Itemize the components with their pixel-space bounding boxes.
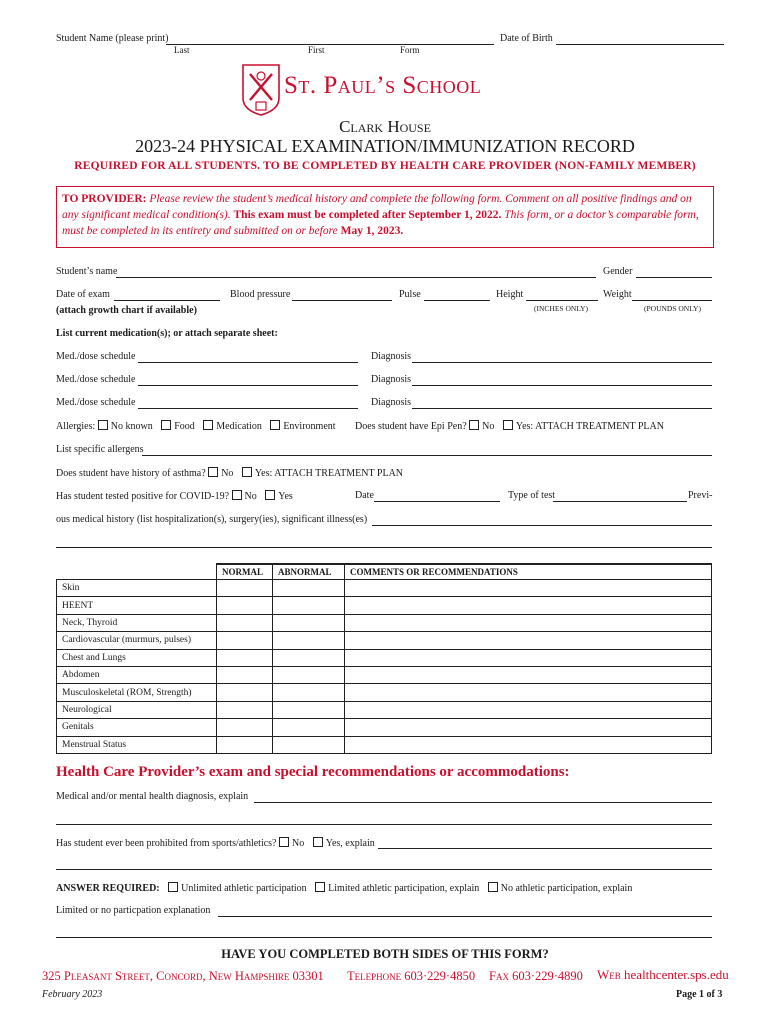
diagnosis-label: Diagnosis <box>371 397 411 408</box>
covid-date-label: Date <box>355 490 374 501</box>
asthma-no-label: No <box>221 468 234 479</box>
pulse-field[interactable] <box>424 300 490 301</box>
row-label: Skin <box>57 580 217 597</box>
footer-web-label: Web <box>597 967 621 982</box>
allergens-label: List specific allergens <box>56 444 144 455</box>
normal-cell[interactable] <box>217 580 273 597</box>
blood-pressure-field[interactable] <box>292 300 392 301</box>
abnormal-cell[interactable] <box>273 666 345 683</box>
allergies-label: Allergies: <box>56 421 96 432</box>
food-label: Food <box>174 421 195 432</box>
table-row <box>57 649 712 666</box>
med-dose-label: Med./dose schedule <box>56 374 136 385</box>
diagnosis-explain-label: Medical and/or mental health diagnosis, explain <box>56 791 249 802</box>
diagnosis-field[interactable] <box>412 362 712 363</box>
page-title: 2023-24 PHYSICAL EXAMINATION/IMMUNIZATION RECORD <box>135 136 635 156</box>
previ-label: Previ- <box>688 490 713 501</box>
header-abnormal: ABNORMAL <box>273 564 345 580</box>
provider-notice <box>56 186 714 248</box>
subtitle: REQUIRED FOR ALL STUDENTS. TO BE COMPLETED BY HEALTH CARE PROVIDER (NON-FAMILY MEMBER) <box>74 160 696 172</box>
epi-yes-label: Yes: ATTACH TREATMENT PLAN <box>515 421 664 432</box>
normal-cell[interactable] <box>217 597 273 614</box>
epi-no-checkbox[interactable] <box>469 420 479 430</box>
school-name: St. Paul’s School <box>284 72 482 99</box>
prev-history-field-2[interactable] <box>56 547 712 548</box>
footer-date: February 2023 <box>42 989 103 1000</box>
abnormal-cell[interactable] <box>273 684 345 701</box>
asthma-yes-checkbox[interactable] <box>242 467 252 477</box>
comments-cell[interactable] <box>345 736 712 753</box>
comments-cell[interactable] <box>345 614 712 631</box>
row-label: Chest and Lungs <box>57 649 217 666</box>
prohibited-no-checkbox[interactable] <box>279 837 289 847</box>
abnormal-cell[interactable] <box>273 719 345 736</box>
footer-telephone: Telephone 603·229·4850 <box>347 969 476 983</box>
prohibited-row <box>56 837 375 849</box>
unlimited-checkbox[interactable] <box>168 882 178 892</box>
asthma-label: Does student have history of asthma? <box>56 468 206 479</box>
normal-cell[interactable] <box>217 736 273 753</box>
row-label: HEENT <box>57 597 217 614</box>
no-known-label: No known <box>110 421 153 432</box>
students-name-label: Student’s name <box>56 266 118 277</box>
abnormal-cell[interactable] <box>273 649 345 666</box>
notice-bold-2: May 1, 2023. <box>340 225 404 237</box>
diagnosis-explain-field[interactable] <box>254 802 712 803</box>
comments-cell[interactable] <box>345 597 712 614</box>
no-participation-label: No athletic participation, explain <box>500 883 633 894</box>
student-name-label: Student Name (please print) <box>56 33 169 44</box>
exam-date-label: Date of exam <box>56 289 110 300</box>
student-name-field[interactable] <box>166 44 494 45</box>
prohibited-explain-field-2[interactable] <box>56 869 712 870</box>
table-corner <box>57 564 217 580</box>
prev-history-field[interactable] <box>372 525 712 526</box>
covid-yes-checkbox[interactable] <box>265 490 275 500</box>
abnormal-cell[interactable] <box>273 632 345 649</box>
sub-first: First <box>308 45 325 55</box>
limited-label: Limited athletic participation, explain <box>328 883 480 894</box>
no-participation-checkbox[interactable] <box>488 882 498 892</box>
asthma-yes-label: Yes: ATTACH TREATMENT PLAN <box>254 468 404 479</box>
prohibited-explain-field[interactable] <box>378 848 712 849</box>
table-row <box>57 736 712 753</box>
row-label: Cardiovascular (murmurs, pulses) <box>57 632 217 649</box>
allergies-row <box>56 420 342 432</box>
med-dose-field[interactable] <box>138 385 358 386</box>
limited-explain-field-2[interactable] <box>56 937 712 938</box>
growth-chart-note: (attach growth chart if available) <box>56 305 197 316</box>
blood-pressure-label: Blood pressure <box>230 289 291 300</box>
sub-form: Form <box>400 45 420 55</box>
abnormal-cell[interactable] <box>273 597 345 614</box>
no-known-checkbox[interactable] <box>98 420 108 430</box>
table-row <box>57 597 712 614</box>
normal-cell[interactable] <box>217 649 273 666</box>
limited-checkbox[interactable] <box>315 882 325 892</box>
gender-field[interactable] <box>636 277 712 278</box>
diagnosis-label: Diagnosis <box>371 351 411 362</box>
comments-cell[interactable] <box>345 666 712 683</box>
medications-heading: List current medication(s); or attach separate sheet: <box>56 328 278 339</box>
gender-label: Gender <box>603 266 633 277</box>
limited-explain-label: Limited or no particpation explanation <box>56 905 211 916</box>
row-label: Neck, Thyroid <box>57 614 217 631</box>
abnormal-cell[interactable] <box>273 614 345 631</box>
weight-field[interactable] <box>632 300 712 301</box>
prohibited-no-label: No <box>292 838 305 849</box>
pounds-only-note: (POUNDS ONLY) <box>644 304 701 313</box>
pulse-label: Pulse <box>399 289 421 300</box>
epi-pen-row <box>355 420 670 432</box>
covid-yes-label: Yes <box>278 491 293 502</box>
notice-italic-1: Please review the student’s medical history and complete the following form. Comment on all positive findings and on any significant medical condition(s). <box>62 193 692 221</box>
prohibited-label: Has student ever been prohibited from sports/athletics? <box>56 838 277 849</box>
comments-cell[interactable] <box>345 684 712 701</box>
abnormal-cell[interactable] <box>273 736 345 753</box>
epi-pen-label: Does student have Epi Pen? <box>355 421 467 432</box>
med-dose-field[interactable] <box>138 408 358 409</box>
inches-only-note: (INCHES ONLY) <box>534 304 589 313</box>
row-label: Genitals <box>57 719 217 736</box>
notice-italic-2: This form, or a doctor’s comparable form, must be completed in its entirety and submitted on or before <box>62 209 699 237</box>
sub-last: Last <box>174 45 190 55</box>
footer-web-row <box>597 967 729 983</box>
height-label: Height <box>496 289 524 300</box>
comments-cell[interactable] <box>345 580 712 597</box>
footer-fax: Fax 603·229·4890 <box>489 969 583 983</box>
epi-no-label: No <box>482 421 495 432</box>
normal-cell[interactable] <box>217 666 273 683</box>
asthma-no-checkbox[interactable] <box>208 467 218 477</box>
comments-cell[interactable] <box>345 632 712 649</box>
covid-row <box>56 490 299 502</box>
normal-cell[interactable] <box>217 719 273 736</box>
med-dose-label: Med./dose schedule <box>56 351 136 362</box>
unlimited-label: Unlimited athletic participation <box>181 883 307 894</box>
covid-date-field[interactable] <box>374 501 500 502</box>
table-row <box>57 632 712 649</box>
test-type-label: Type of test <box>508 490 556 501</box>
row-label: Menstrual Status <box>57 736 217 753</box>
footer-page: Page 1 of 3 <box>676 989 723 1000</box>
dob-field[interactable] <box>556 44 724 45</box>
footer-web-link[interactable]: healthcenter.sps.edu <box>624 967 729 982</box>
provider-heading: Health Care Provider’s exam and special recommendations or accommodations: <box>56 764 570 780</box>
medication-label: Medication <box>216 421 262 432</box>
table-row <box>57 614 712 631</box>
covid-no-label: No <box>244 491 257 502</box>
food-checkbox[interactable] <box>161 420 171 430</box>
table-row <box>57 684 712 701</box>
prev-history-label: ous medical history (list hospitalization(s), surgery(ies), significant illness(es) <box>56 514 368 525</box>
abnormal-cell[interactable] <box>273 580 345 597</box>
med-dose-label: Med./dose schedule <box>56 397 136 408</box>
limited-explain-field[interactable] <box>218 916 712 917</box>
environment-label: Environment <box>283 421 336 432</box>
row-label: Abdomen <box>57 666 217 683</box>
allergens-field[interactable] <box>142 455 712 456</box>
comments-cell[interactable] <box>345 649 712 666</box>
header-comments: COMMENTS OR RECOMMENDATIONS <box>345 564 712 580</box>
epi-yes-checkbox[interactable] <box>503 420 513 430</box>
students-name-field[interactable] <box>116 277 596 278</box>
table-row <box>57 719 712 736</box>
notice-lead: TO PROVIDER: <box>62 193 147 205</box>
dob-label: Date of Birth <box>500 33 553 44</box>
medication-checkbox[interactable] <box>203 420 213 430</box>
abnormal-cell[interactable] <box>273 701 345 718</box>
normal-cell[interactable] <box>217 684 273 701</box>
answer-required-row <box>56 882 638 894</box>
weight-label: Weight <box>603 289 632 300</box>
prohibited-yes-checkbox[interactable] <box>313 837 323 847</box>
header-normal: NORMAL <box>217 564 273 580</box>
covid-no-checkbox[interactable] <box>232 490 242 500</box>
normal-cell[interactable] <box>217 701 273 718</box>
comments-cell[interactable] <box>345 701 712 718</box>
house-name: Clark House <box>339 117 431 136</box>
exam-table <box>56 563 712 754</box>
environment-checkbox[interactable] <box>270 420 280 430</box>
table-row <box>57 701 712 718</box>
exam-date-field[interactable] <box>114 300 220 301</box>
test-type-field[interactable] <box>553 501 687 502</box>
asthma-row <box>56 467 409 479</box>
covid-label: Has student tested positive for COVID-19? <box>56 491 230 502</box>
normal-cell[interactable] <box>217 614 273 631</box>
answer-required-label: ANSWER REQUIRED: <box>56 883 160 894</box>
diagnosis-explain-field-2[interactable] <box>56 824 712 825</box>
prohibited-yes-label: Yes, explain <box>325 838 375 849</box>
diagnosis-field[interactable] <box>412 385 712 386</box>
crest-icon <box>242 64 280 116</box>
diagnosis-field[interactable] <box>412 408 712 409</box>
normal-cell[interactable] <box>217 632 273 649</box>
notice-bold-1: This exam must be completed after September 1, 2022. <box>233 209 502 221</box>
closing-reminder: HAVE YOU COMPLETED BOTH SIDES OF THIS FORM? <box>221 947 549 961</box>
diagnosis-label: Diagnosis <box>371 374 411 385</box>
med-dose-field[interactable] <box>138 362 358 363</box>
footer-address: 325 Pleasant Street, Concord, New Hampshire 03301 <box>42 969 324 983</box>
table-row <box>57 666 712 683</box>
row-label: Neurological <box>57 701 217 718</box>
row-label: Musculoskeletal (ROM, Strength) <box>57 684 217 701</box>
table-row <box>57 580 712 597</box>
comments-cell[interactable] <box>345 719 712 736</box>
height-field[interactable] <box>526 300 598 301</box>
